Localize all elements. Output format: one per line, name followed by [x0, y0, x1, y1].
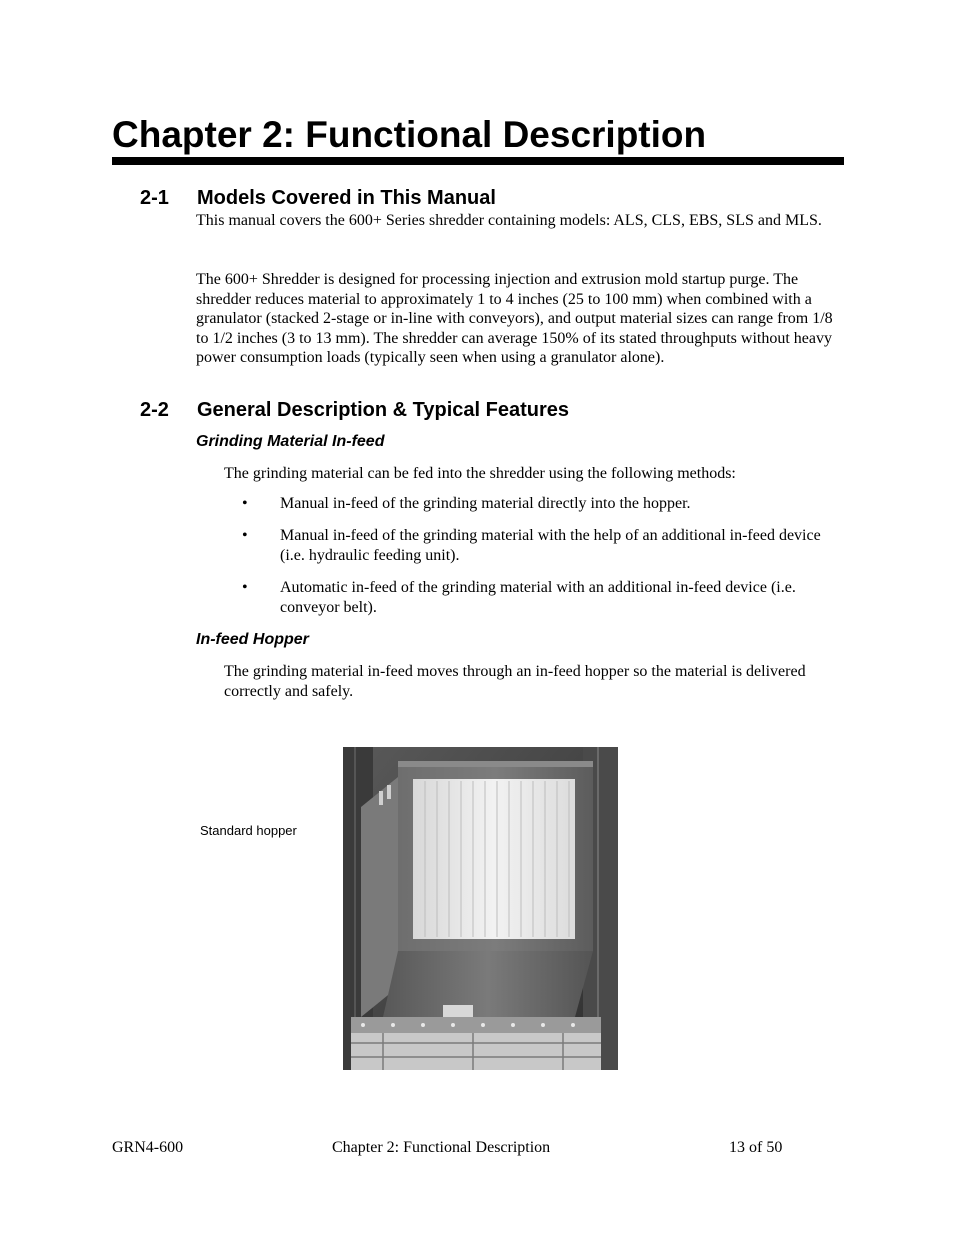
list-item	[224, 578, 844, 618]
list-item-text: Automatic in-feed of the grinding material with an additional in-feed device (i.e. conveyor belt).	[280, 579, 796, 616]
section-number: 2-1	[140, 187, 169, 209]
section-heading-2-2	[140, 398, 569, 422]
bullet-icon: •	[242, 495, 248, 512]
section-title: General Description & Typical Features	[197, 399, 569, 421]
infeed-intro-text: The grinding material can be fed into the shredder using the following methods:	[224, 465, 736, 482]
standard-hopper-photo	[343, 747, 618, 1070]
infeed-methods-list	[224, 494, 844, 630]
subsection-heading-infeed-hopper: In-feed Hopper	[196, 631, 309, 648]
list-item	[224, 494, 844, 514]
section-2-1-paragraph-1: This manual covers the 600+ Series shredder containing models: ALS, CLS, EBS, SLS and MLS.	[196, 212, 822, 229]
infeed-hopper-text: The grinding material in-feed moves through an in-feed hopper so the material is delivered correctly and safely.	[224, 663, 806, 700]
section-title: Models Covered in This Manual	[197, 187, 496, 209]
figure-caption: Standard hopper	[200, 823, 297, 838]
chapter-title-rule	[112, 157, 844, 165]
section-2-1-paragraph-2: The 600+ Shredder is designed for processing injection and extrusion mold startup purge. The shredder reduces material to approximately 1 to 4 inches (25 to 100 mm) when combined with a granulator (stacked 2-stage or in-line with conveyors), and output material sizes can range from 1/8 to 1/2 inches (3 to 13 mm). The shredder can average 150% of its stated throughputs without heavy power consumption loads (typically seen when using a granulator alone).	[196, 271, 833, 367]
bullet-icon: •	[242, 527, 248, 544]
list-item-text: Manual in-feed of the grinding material directly into the hopper.	[280, 495, 691, 512]
footer-chapter-title: Chapter 2: Functional Description	[332, 1139, 551, 1156]
list-item-text: Manual in-feed of the grinding material with the help of an additional in-feed device (i.e. hydraulic feeding unit).	[280, 527, 821, 564]
section-number: 2-2	[140, 399, 169, 421]
footer-page-number: 13 of 50	[729, 1139, 783, 1156]
list-item	[224, 526, 844, 566]
section-heading-2-1	[140, 186, 496, 210]
footer-document-id: GRN4-600	[112, 1139, 184, 1156]
bullet-icon: •	[242, 579, 248, 596]
subsection-heading-grinding-infeed: Grinding Material In-feed	[196, 433, 385, 450]
hopper-photo-illustration	[343, 747, 618, 1070]
chapter-title: Chapter 2: Functional Description	[112, 114, 707, 155]
